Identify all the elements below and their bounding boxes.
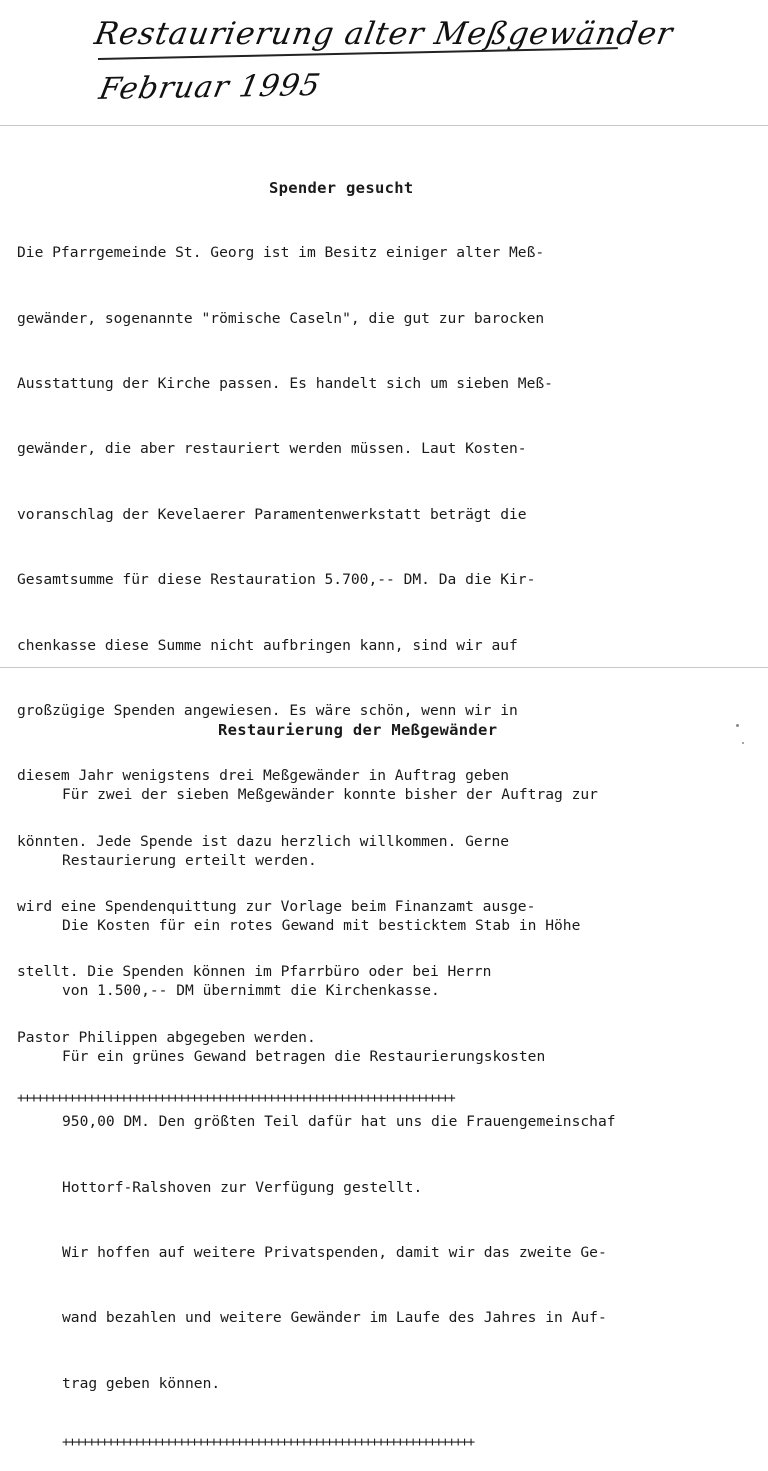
clipping2-line: Die Kosten für ein rotes Gewand mit besticktem Stab in Höhe [62, 916, 581, 934]
clipping2-line: trag geben können. [62, 1374, 221, 1392]
clipping2-line: von 1.500,-- DM übernimmt die Kirchenkasse. [62, 982, 440, 1000]
clipping2-line: Wir hoffen auf weitere Privatspenden, damit wir das zweite Ge- [62, 1243, 607, 1261]
clipping1-divider: ++++++++++++++++++++++++++++++++++++++++++++++++++++++++++++++++++++ [17, 1092, 455, 1106]
clipping2-divider: ++++++++++++++++++++++++++++++++++++++++++++++++++++++++++++++++ [62, 1436, 474, 1450]
clipping2-line: 950,00 DM. Den größten Teil dafür hat uns die Frauengemeinschaf [62, 1113, 616, 1131]
handwritten-title: Restaurierung alter Meßgewänder [91, 16, 677, 52]
clipping1-top-edge [0, 125, 768, 126]
clipping1-line: könnten. Jede Spende ist dazu herzlich willkommen. Gerne [17, 832, 510, 850]
clipping2-line: Für ein grünes Gewand betragen die Restaurierungskosten [62, 1047, 546, 1065]
clipping1-line: gewänder, sogenannte "römische Caseln", die gut zur barocken [17, 309, 545, 327]
clipping-restaurierung [62, 675, 752, 1471]
scan-speck [742, 742, 744, 744]
clipping1-heading: Spender gesucht [269, 178, 414, 197]
clipping2-heading: Restaurierung der Meßgewänder [218, 720, 498, 739]
clipping1-line: voranschlag der Kevelaerer Paramentenwerkstatt beträgt die [17, 505, 527, 523]
clipping1-line: Gesamtsumme für diese Restauration 5.700,-- DM. Da die Kir- [17, 571, 536, 589]
clipping2-line: wand bezahlen und weitere Gewänder im Laufe des Jahres in Auf- [62, 1309, 607, 1327]
clipping2-line: Für zwei der sieben Meßgewänder konnte bisher der Auftrag zur [62, 786, 598, 804]
scan-speck [736, 724, 739, 727]
clipping2-line: Hottorf-Ralshoven zur Verfügung gestellt. [62, 1178, 423, 1196]
clipping1-line: stellt. Die Spenden können im Pfarrbüro oder bei Herrn [17, 963, 492, 981]
clipping2-line: Restaurierung erteilt werden. [62, 851, 317, 869]
clipping1-line: Die Pfarrgemeinde St. Georg ist im Besitz einiger alter Meß- [17, 244, 545, 262]
handwritten-date: Februar 1995 [96, 68, 324, 107]
clipping1-line: gewänder, die aber restauriert werden müssen. Laut Kosten- [17, 440, 527, 458]
clipping1-line: wird eine Spendenquittung zur Vorlage beim Finanzamt ausge- [17, 898, 536, 916]
clipping1-line: großzügige Spenden angewiesen. Es wäre schön, wenn wir in [17, 701, 518, 719]
clipping1-line: Ausstattung der Kirche passen. Es handelt sich um sieben Meß- [17, 374, 553, 392]
clipping1-line: Pastor Philippen abgegeben werden. [17, 1028, 316, 1046]
clipping1-line: chenkasse diese Summe nicht aufbringen kann, sind wir auf [17, 636, 518, 654]
clipping1-line: diesem Jahr wenigstens drei Meßgewänder in Auftrag geben [17, 767, 510, 785]
